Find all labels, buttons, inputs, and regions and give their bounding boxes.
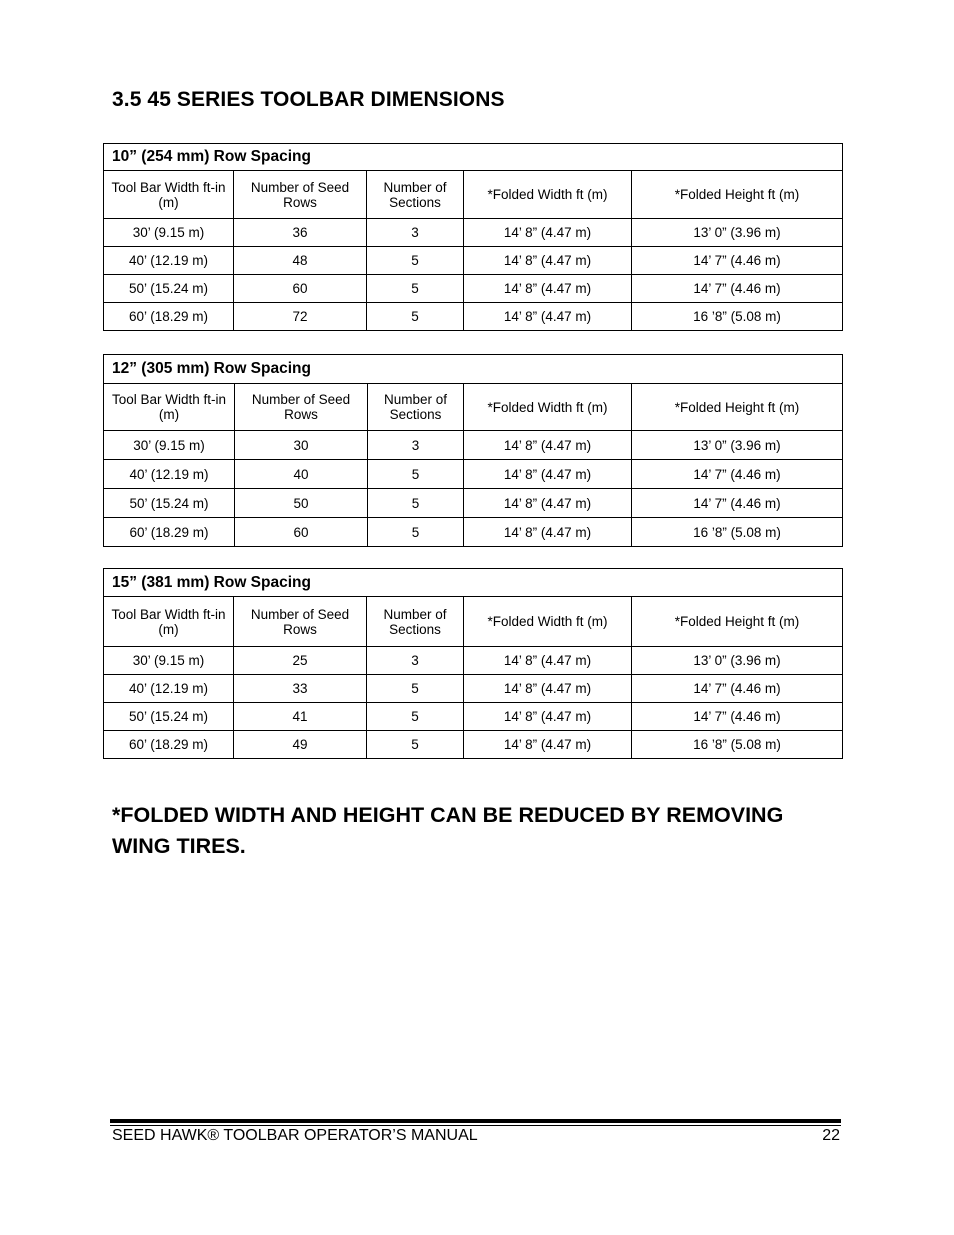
cell-seed-rows: 49 (234, 731, 367, 759)
cell-toolbar-width: 50’ (15.24 m) (104, 275, 234, 303)
cell-toolbar-width: 40’ (12.19 m) (104, 247, 234, 275)
cell-seed-rows: 25 (234, 647, 367, 675)
header-sections: Number of Sections (367, 171, 464, 219)
cell-seed-rows: 50 (235, 489, 368, 518)
cell-sections: 5 (367, 247, 464, 275)
cell-folded-width: 14’ 8” (4.47 m) (464, 303, 632, 331)
cell-sections: 5 (367, 303, 464, 331)
cell-toolbar-width: 60’ (18.29 m) (104, 518, 235, 547)
cell-toolbar-width: 30’ (9.15 m) (104, 647, 234, 675)
header-folded-height: *Folded Height ft (m) (632, 597, 843, 647)
cell-folded-height: 14’ 7” (4.46 m) (632, 460, 843, 489)
header-seed-rows: Number of Seed Rows (234, 171, 367, 219)
cell-folded-height: 14’ 7” (4.46 m) (632, 703, 843, 731)
cell-toolbar-width: 40’ (12.19 m) (104, 460, 235, 489)
cell-folded-width: 14’ 8” (4.47 m) (464, 460, 632, 489)
header-sections: Number of Sections (367, 597, 464, 647)
cell-sections: 3 (368, 431, 464, 460)
cell-folded-width: 14’ 8” (4.47 m) (464, 675, 632, 703)
table-row (104, 703, 843, 731)
cell-folded-height: 14’ 7” (4.46 m) (632, 247, 843, 275)
cell-folded-height: 14’ 7” (4.46 m) (632, 489, 843, 518)
cell-folded-width: 14’ 8” (4.47 m) (464, 731, 632, 759)
cell-folded-width: 14’ 8” (4.47 m) (464, 518, 632, 547)
cell-folded-width: 14’ 8” (4.47 m) (464, 275, 632, 303)
table-row (104, 518, 843, 547)
table-row (104, 247, 843, 275)
table-caption: 15” (381 mm) Row Spacing (104, 569, 843, 597)
cell-seed-rows: 36 (234, 219, 367, 247)
header-folded-width: *Folded Width ft (m) (464, 384, 632, 431)
footer-manual-title: SEED HAWK® TOOLBAR OPERATOR’S MANUAL (112, 1127, 478, 1144)
header-folded-height: *Folded Height ft (m) (632, 384, 843, 431)
cell-folded-width: 14’ 8” (4.47 m) (464, 703, 632, 731)
cell-seed-rows: 72 (234, 303, 367, 331)
cell-folded-height: 14’ 7” (4.46 m) (632, 675, 843, 703)
header-toolbar-width: Tool Bar Width ft-in (m) (104, 384, 235, 431)
header-folded-width: *Folded Width ft (m) (464, 171, 632, 219)
cell-seed-rows: 30 (235, 431, 368, 460)
table-row (104, 275, 843, 303)
cell-toolbar-width: 30’ (9.15 m) (104, 219, 234, 247)
cell-folded-height: 16 ’8” (5.08 m) (632, 518, 843, 547)
cell-sections: 5 (367, 675, 464, 703)
header-folded-width: *Folded Width ft (m) (464, 597, 632, 647)
row-spacing-table-15in (103, 568, 843, 759)
cell-folded-height: 13’ 0” (3.96 m) (632, 431, 843, 460)
table-caption: 12” (305 mm) Row Spacing (104, 355, 843, 384)
cell-folded-height: 14’ 7” (4.46 m) (632, 275, 843, 303)
cell-toolbar-width: 60’ (18.29 m) (104, 731, 234, 759)
cell-folded-width: 14’ 8” (4.47 m) (464, 219, 632, 247)
table-row (104, 489, 843, 518)
cell-seed-rows: 33 (234, 675, 367, 703)
cell-seed-rows: 60 (235, 518, 368, 547)
cell-toolbar-width: 50’ (15.24 m) (104, 703, 234, 731)
table-row (104, 431, 843, 460)
cell-folded-height: 13’ 0” (3.96 m) (632, 647, 843, 675)
header-folded-height: *Folded Height ft (m) (632, 171, 843, 219)
header-toolbar-width: Tool Bar Width ft-in (m) (104, 597, 234, 647)
table-caption: 10” (254 mm) Row Spacing (104, 144, 843, 171)
folded-dimensions-note: *FOLDED WIDTH AND HEIGHT CAN BE REDUCED BY REMOVING WING TIRES. (112, 803, 784, 858)
cell-sections: 5 (367, 703, 464, 731)
cell-sections: 3 (367, 219, 464, 247)
cell-seed-rows: 48 (234, 247, 367, 275)
cell-folded-width: 14’ 8” (4.47 m) (464, 247, 632, 275)
cell-sections: 5 (368, 460, 464, 489)
table-row (104, 675, 843, 703)
table-row (104, 460, 843, 489)
cell-folded-width: 14’ 8” (4.47 m) (464, 489, 632, 518)
header-seed-rows: Number of Seed Rows (235, 384, 368, 431)
header-toolbar-width: Tool Bar Width ft-in (m) (104, 171, 234, 219)
cell-sections: 5 (368, 489, 464, 518)
cell-sections: 3 (367, 647, 464, 675)
table-row (104, 303, 843, 331)
cell-folded-height: 13’ 0” (3.96 m) (632, 219, 843, 247)
cell-seed-rows: 60 (234, 275, 367, 303)
row-spacing-table-12in (103, 354, 843, 547)
cell-folded-width: 14’ 8” (4.47 m) (464, 431, 632, 460)
table-row (104, 731, 843, 759)
cell-toolbar-width: 60’ (18.29 m) (104, 303, 234, 331)
footer-page-number: 22 (822, 1127, 840, 1144)
table-row (104, 647, 843, 675)
footer-rule-thin (110, 1125, 841, 1126)
cell-folded-height: 16 ’8” (5.08 m) (632, 731, 843, 759)
section-heading: 3.5 45 SERIES TOOLBAR DIMENSIONS (112, 88, 505, 111)
header-sections: Number of Sections (368, 384, 464, 431)
cell-toolbar-width: 50’ (15.24 m) (104, 489, 235, 518)
cell-folded-width: 14’ 8” (4.47 m) (464, 647, 632, 675)
cell-sections: 5 (367, 275, 464, 303)
cell-seed-rows: 41 (234, 703, 367, 731)
cell-folded-height: 16 ’8” (5.08 m) (632, 303, 843, 331)
cell-toolbar-width: 40’ (12.19 m) (104, 675, 234, 703)
footer-rule-thick (110, 1119, 841, 1123)
cell-sections: 5 (367, 731, 464, 759)
cell-seed-rows: 40 (235, 460, 368, 489)
cell-toolbar-width: 30’ (9.15 m) (104, 431, 235, 460)
header-seed-rows: Number of Seed Rows (234, 597, 367, 647)
table-row (104, 219, 843, 247)
row-spacing-table-10in (103, 143, 843, 331)
cell-sections: 5 (368, 518, 464, 547)
